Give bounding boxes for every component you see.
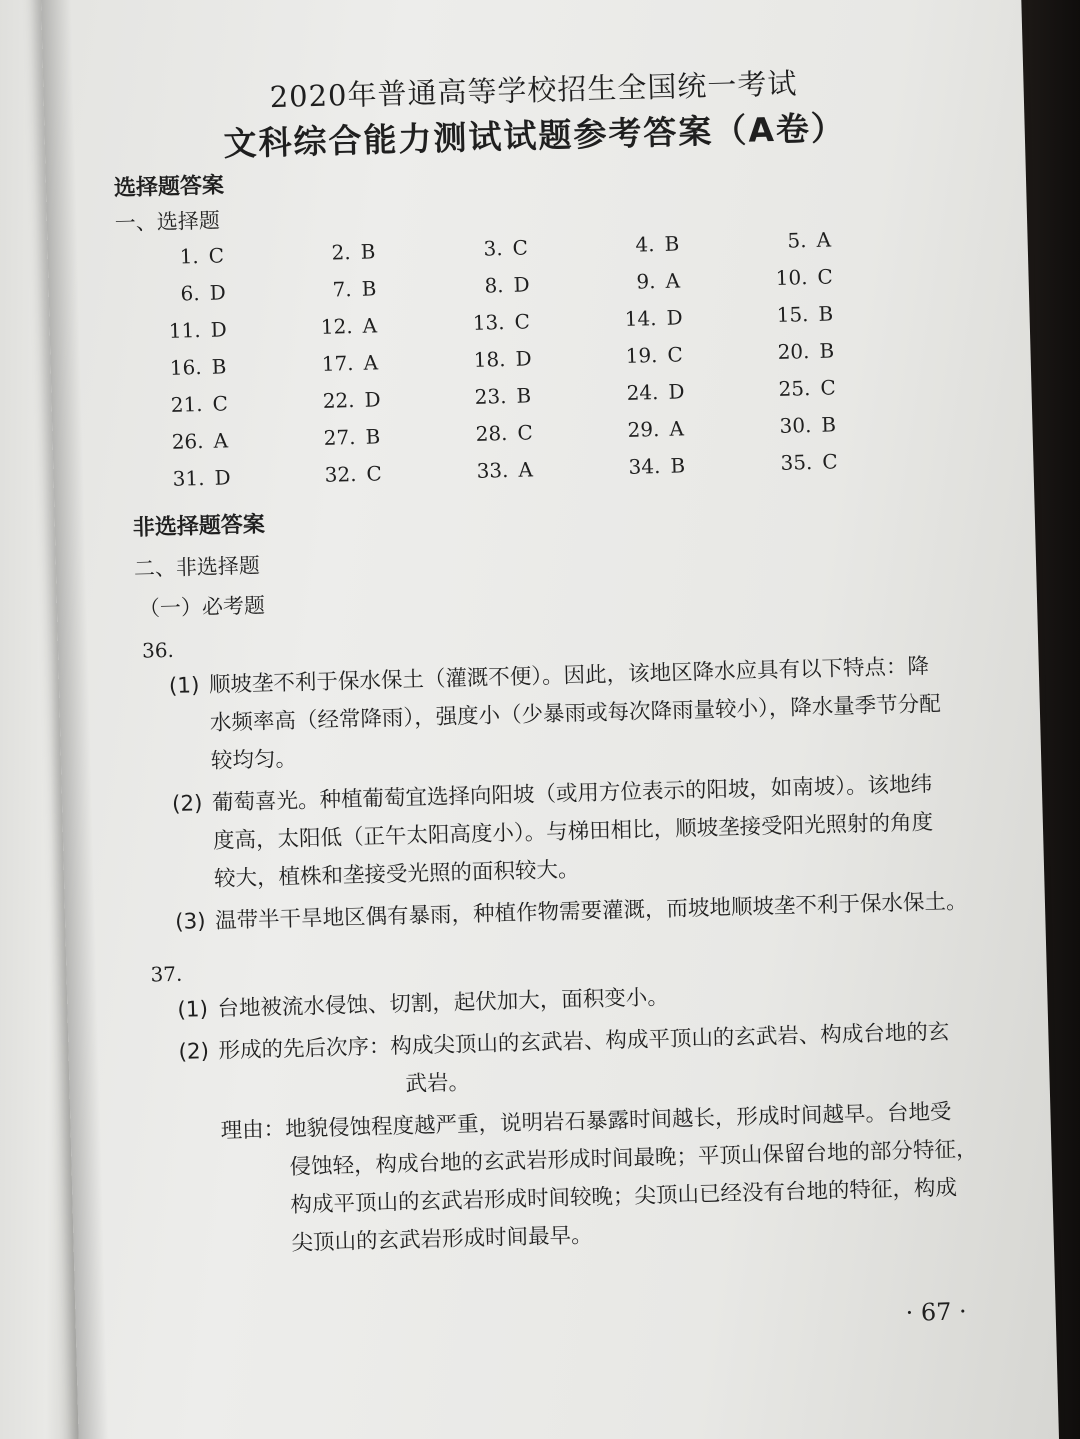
mc-question-number: 9. [636,269,656,294]
mc-question-number: 5. [787,228,807,253]
q37-reason-line4: 尖顶山的玄武岩形成时间最早。 [291,1223,593,1256]
mc-answer-item [309,422,462,453]
mc-answer-item [158,463,311,494]
mc-answer-item [610,303,763,334]
mc-question-number: 33. [476,458,509,483]
mc-answer-letter: D [214,465,231,490]
mc-answer-item [157,426,310,457]
mc-answer-letter: D [209,280,227,305]
mc-question-number: 17. [321,351,354,376]
mc-answer-item [462,455,615,486]
mc-question-number: 10. [775,265,808,290]
mc-answer-item [305,274,458,305]
mc-answer-letter: B [361,276,377,301]
mc-answer-item [761,262,914,293]
mc-answer-item [304,237,457,268]
mc-answer-letter: A [518,457,534,482]
mc-question-number: 13. [472,310,505,335]
mc-question-number: 2. [331,240,351,265]
page-title-line1: 2020年普通高等学校招生全国统一考试 [269,66,798,115]
mc-answer-letter: B [821,412,837,437]
mc-question-number: 7. [332,277,352,302]
page-content [41,0,1060,1439]
required-part-label: （一）必考题 [138,593,266,621]
mc-question-number: 30. [779,413,812,438]
mc-question-number: 35. [780,450,813,475]
mc-answer-letter: D [210,317,228,342]
mc-answer-item [766,447,919,478]
q37-reason-line2: 侵蚀轻，构成台地的玄武岩形成时间最晚；平顶山保留台地的部分特征， [289,1136,978,1180]
mc-answer-item [307,348,460,379]
mc-answer-letter: B [360,239,376,264]
mc-question-number: 26. [171,428,204,454]
mc-question-number: 4. [635,232,655,257]
mc-answer-letter: C [208,243,225,268]
mc-question-number: 15. [776,302,809,327]
q36-1-label: (1) [168,673,200,699]
mc-answer-letter: B [211,354,227,379]
mc-question-number: 3. [483,236,503,261]
mc-question-number: 21. [170,391,203,417]
mc-answer-letter: B [365,424,381,449]
mc-answer-letter: C [366,461,383,486]
mc-heading: 选择题答案 [113,173,225,202]
mc-question-number: 25. [778,376,811,401]
mc-answer-letter: C [514,309,531,334]
mc-answer-item [763,336,916,367]
mc-answer-item [461,418,614,449]
mc-answer-item [156,389,309,420]
q37-reason-label: 理由： [220,1117,286,1144]
mc-answer-item [611,340,764,371]
mc-answer-item [310,459,463,490]
mc-answer-letter: D [668,379,685,404]
mc-answer-letter: C [822,449,838,474]
mc-answer-letter: B [819,338,835,363]
answer-page [41,0,1060,1439]
mc-answer-letter: D [515,346,532,371]
q37-answer-2 [178,1014,951,1110]
mc-question-number: 31. [172,465,205,491]
mc-answer-letter: D [513,272,530,297]
page-number: · 67 · [905,1297,968,1327]
q37-reason [220,1093,980,1265]
mc-question-number: 32. [324,461,357,487]
q36-2-line1: 葡萄喜光。种植葡萄宜选择向阳坡（或用方位表示的阳坡，如南坡）。该地纬 [211,772,933,816]
mc-answer-letter: A [362,313,378,338]
q36-answer-2 [172,766,935,900]
page-title-line2: 文科综合能力测试试题参考答案（A卷） [223,108,847,164]
q37-1-label: (1) [177,997,209,1023]
mc-question-number: 23. [474,384,507,409]
mc-answer-item [614,451,767,482]
mc-answer-item [456,233,609,264]
mc-answer-item [459,344,612,375]
mc-answer-item [609,266,762,297]
mc-question-number: 18. [473,347,506,372]
mc-question-number: 12. [320,314,353,339]
mc-question-number: 6. [180,281,201,306]
mc-question-number: 24. [626,380,659,405]
q36-2-line2: 度高，太阳低（正午太阳高度小）。与梯田相比，顺坡垄接受阳光照射的角度 [212,810,934,854]
question-36-number: 36. [141,637,175,663]
mc-answer-letter: C [820,375,837,400]
q36-1-line3: 较均匀。 [210,746,298,774]
mc-answer-item [612,377,765,408]
mc-answer-item [608,229,761,260]
mc-question-number: 8. [484,273,504,298]
q36-2-line3: 较大，植株和垄接受光照的面积较大。 [213,857,580,892]
mc-question-number: 11. [168,318,201,343]
q37-reason-line1: 地貌侵蚀程度越严重，说明岩石暴露时间越长，形成时间越早。台地受 [284,1099,952,1143]
q36-3-label: (3) [174,909,206,935]
mc-answer-item [152,241,305,272]
mc-question-number: 1. [179,244,200,269]
mc-answer-item [458,307,611,338]
mc-answer-letter: A [363,350,379,375]
mc-question-number: 16. [169,355,202,380]
mc-answer-item [762,299,915,330]
mc-answer-letter: A [816,227,832,252]
mc-question-number: 19. [625,343,658,368]
mc-answer-letter: A [213,428,229,453]
mc-answer-letter: A [669,416,685,441]
mc-answer-letter: D [364,387,381,412]
mc-answer-item [460,381,613,412]
mc-answer-letter: C [512,235,529,260]
mc-answer-item [613,414,766,445]
q36-1-line1: 顺坡垄不利于保水保土（灌溉不便）。因此，该地区降水应具有以下特点：降 [208,654,930,698]
mc-answer-item [457,270,610,301]
mc-question-number: 14. [624,306,657,331]
q37-1-line1: 台地被流水侵蚀、切割，起伏加大，面积变小。 [217,984,670,1022]
q37-reason-line3: 构成平顶山的玄武岩形成时间较晚；尖顶山已经没有台地的特征，构成 [290,1175,958,1218]
mc-answer-item [308,385,461,416]
mc-answer-item [765,410,918,441]
mc-answer-letter: D [666,305,683,330]
mc-answer-item [154,315,307,346]
q37-2-line1: 形成的先后次序：构成尖顶山的玄武岩、构成平顶山的玄武岩、构成台地的玄 [218,1019,950,1064]
q36-3-line1: 温带半干旱地区偶有暴雨，种植作物需要灌溉，而坡地顺坡垄不利于保水保土。 [214,889,968,934]
mc-answer-letter: C [667,342,684,367]
mc-answer-item [760,225,913,256]
mc-question-number: 28. [475,421,508,446]
mc-answer-letter: B [664,231,680,256]
mc-answer-letter: C [817,264,834,289]
mc-question-number: 20. [777,339,810,364]
mc-subheading: 一、选择题 [114,208,221,236]
mc-answer-letter: B [516,383,532,408]
mc-answer-letter: C [517,420,534,445]
mc-question-number: 29. [627,417,660,442]
mc-answer-letter: C [212,391,229,416]
mc-answer-item [306,311,459,342]
q37-2-line2: 武岩。 [405,1070,471,1097]
q37-2-label: (2) [178,1039,210,1065]
nonmc-subheading: 二、非选择题 [133,553,261,581]
q36-1-line2: 水频率高（经常降雨），强度小（少暴雨或每次降雨量较小），降水量季节分配 [209,691,942,736]
mc-answer-letter: A [665,268,681,293]
mc-answer-item [764,373,917,404]
nonmc-heading: 非选择题答案 [132,512,266,541]
mc-question-number: 22. [322,388,355,413]
question-37-number: 37. [150,961,183,987]
q36-answer-1 [169,648,943,782]
mc-answer-letter: B [670,453,686,478]
mc-answer-item [153,278,306,309]
q36-2-label: (2) [171,791,203,817]
mc-answer-item [155,352,308,383]
mc-answer-grid [152,227,858,494]
mc-answer-letter: B [818,301,834,326]
mc-question-number: 27. [323,424,356,450]
mc-question-number: 34. [628,454,661,479]
